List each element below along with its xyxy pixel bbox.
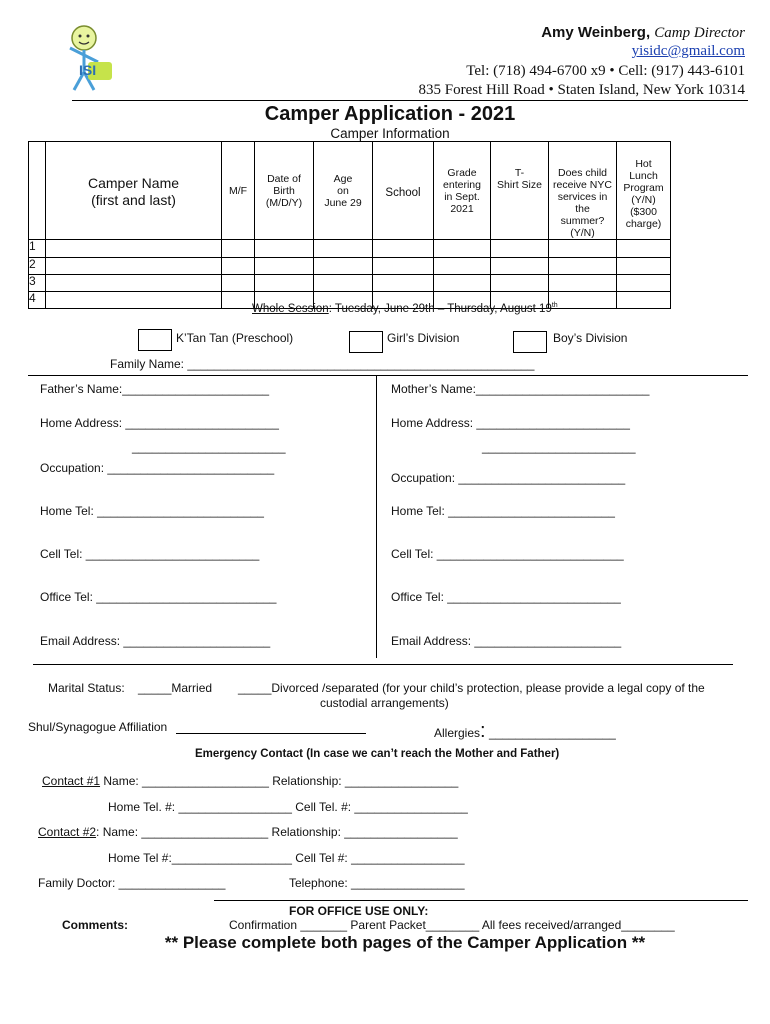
table-cell[interactable]	[46, 240, 222, 258]
contact1-tel-fields[interactable]: Home Tel. #: _________________ Cell Tel. #: _________________	[108, 800, 468, 814]
table-cell[interactable]	[46, 258, 222, 275]
father-home-address-line2[interactable]: _______________________	[132, 440, 286, 454]
contact1-fields[interactable]: Name: ___________________ Relationship: _________________	[100, 774, 459, 788]
table-cell[interactable]	[617, 240, 671, 258]
header-dob: Date of Birth (M/D/Y)	[255, 142, 314, 240]
mother-email-field[interactable]: Email Address: ______________________	[391, 634, 622, 648]
father-home-address-field[interactable]: Home Address: _______________________	[40, 416, 279, 430]
divorced-option[interactable]: _____Divorced /separated (for your child’s protection, please provide a legal copy of the	[238, 681, 705, 695]
session-dates: : Tuesday, June 29th – Thursday, August 19	[328, 302, 552, 315]
boys-division-checkbox[interactable]	[513, 331, 547, 353]
allergies-field[interactable]: ___________________	[488, 726, 616, 740]
married-option[interactable]: _____Married	[138, 681, 213, 695]
row-number: 2	[29, 258, 46, 275]
table-cell[interactable]	[549, 240, 617, 258]
father-occupation-field[interactable]: Occupation: _________________________	[40, 461, 275, 475]
table-cell[interactable]	[46, 275, 222, 292]
family-name-field[interactable]: Family Name: ____________________________________________________	[110, 357, 535, 371]
father-name-field[interactable]: Father’s Name:______________________	[40, 382, 270, 396]
divorced-note: custodial arrangements)	[320, 696, 449, 710]
footer-note: ** Please complete both pages of the Camper Application **	[164, 933, 646, 952]
header-hot-lunch: Hot Lunch Program (Y/N) ($300 charge)	[617, 142, 671, 240]
header-nyc-services: Does child receive NYC services in the summer? (Y/N)	[549, 142, 617, 240]
row-number: 1	[29, 240, 46, 258]
logo-text: ISI	[79, 62, 97, 78]
column-divider	[376, 375, 377, 658]
ktantan-label: K’Tan Tan (Preschool)	[176, 331, 294, 345]
header-age: Age on June 29	[314, 142, 373, 240]
table-cell[interactable]	[255, 240, 314, 258]
table-cell[interactable]	[255, 275, 314, 292]
contact2-tel-fields[interactable]: Home Tel #:__________________ Cell Tel #: _________________	[108, 851, 465, 865]
row-number: 3	[29, 275, 46, 292]
comments-label: Comments:	[62, 918, 129, 932]
header-email[interactable]: yisidc@gmail.com	[631, 43, 745, 59]
mother-office-tel-field[interactable]: Office Tel: __________________________	[391, 590, 621, 604]
table-cell[interactable]	[434, 240, 491, 258]
contact2-label: Contact #2	[38, 825, 97, 839]
table-cell[interactable]	[373, 240, 434, 258]
contact1-label: Contact #1	[42, 774, 101, 788]
header-grade: Grade entering in Sept. 2021	[434, 142, 491, 240]
table-cell[interactable]	[549, 292, 617, 309]
section-title: Camper Information	[330, 126, 450, 141]
ktantan-checkbox[interactable]	[138, 329, 172, 351]
father-cell-tel-field[interactable]: Cell Tel: __________________________	[40, 547, 260, 561]
table-cell[interactable]	[222, 292, 255, 309]
office-title: FOR OFFICE USE ONLY:	[289, 904, 429, 918]
camper-table	[28, 141, 671, 309]
header-rule	[72, 100, 748, 101]
shul-label: Shul/Synagogue Affiliation	[28, 720, 168, 734]
contact2-fields[interactable]: : Name: ___________________ Relationship: _________________	[96, 825, 458, 839]
family-rule	[28, 375, 748, 376]
mother-name-field[interactable]: Mother’s Name:__________________________	[391, 382, 650, 396]
parents-rule	[33, 664, 733, 665]
table-cell[interactable]	[617, 275, 671, 292]
camp-logo	[62, 22, 116, 96]
header-phones: Tel: (718) 494-6700 x9 • Cell: (917) 443-6101	[466, 63, 745, 79]
table-cell[interactable]	[222, 258, 255, 275]
mother-home-address-line2[interactable]: _______________________	[482, 440, 636, 454]
table-cell[interactable]	[46, 292, 222, 309]
boys-division-label: Boy’s Division	[553, 331, 628, 345]
mother-home-tel-field[interactable]: Home Tel: _________________________	[391, 504, 615, 518]
table-cell[interactable]	[491, 240, 549, 258]
header-tshirt: T- Shirt Size	[491, 142, 549, 240]
table-cell[interactable]	[314, 240, 373, 258]
header-mf: M/F	[222, 142, 255, 240]
contact1-line	[42, 774, 458, 788]
table-cell[interactable]	[314, 275, 373, 292]
table-cell[interactable]	[617, 292, 671, 309]
mother-occupation-field[interactable]: Occupation: _________________________	[391, 471, 626, 485]
father-email-field[interactable]: Email Address: ______________________	[40, 634, 271, 648]
table-cell[interactable]	[255, 258, 314, 275]
allergies-colon: :	[480, 720, 486, 742]
allergies-text: Allergies	[434, 726, 481, 740]
contact2-line	[38, 825, 458, 839]
table-cell[interactable]	[373, 258, 434, 275]
emergency-title: Emergency Contact (In case we can’t reach the Mother and Father)	[195, 748, 560, 760]
session-sup: th	[551, 302, 558, 309]
marital-status-label: Marital Status:	[48, 681, 125, 695]
table-cell[interactable]	[491, 275, 549, 292]
director-title: Camp Director	[654, 25, 745, 41]
table-cell[interactable]	[491, 258, 549, 275]
mother-cell-tel-field[interactable]: Cell Tel: ____________________________	[391, 547, 624, 561]
father-office-tel-field[interactable]: Office Tel: ___________________________	[40, 590, 277, 604]
table-row	[29, 240, 671, 258]
table-cell[interactable]	[434, 258, 491, 275]
table-row	[29, 258, 671, 275]
table-row	[29, 275, 671, 292]
table-cell[interactable]	[549, 258, 617, 275]
header-camper-name: Camper Name (first and last)	[46, 142, 222, 240]
director-name: Amy Weinberg,	[541, 24, 651, 41]
row-number: 4	[29, 292, 46, 309]
office-rule	[214, 900, 748, 901]
table-cell[interactable]	[549, 275, 617, 292]
table-cell[interactable]	[434, 275, 491, 292]
header-address: 835 Forest Hill Road • Staten Island, New York 10314	[418, 82, 745, 98]
header-school: School	[373, 142, 434, 240]
allergies-label	[434, 720, 616, 743]
mother-home-address-field[interactable]: Home Address: _______________________	[391, 416, 630, 430]
session-label: Whole Session	[252, 302, 329, 315]
table-cell[interactable]	[373, 275, 434, 292]
office-items: Confirmation _______ Parent Packet________ All fees received/arranged________	[229, 918, 675, 932]
table-cell[interactable]	[314, 258, 373, 275]
shul-field[interactable]	[176, 733, 366, 734]
family-doctor-field[interactable]: Family Doctor: ________________	[38, 876, 226, 890]
table-corner	[29, 142, 46, 240]
table-cell[interactable]	[222, 240, 255, 258]
session-line	[252, 302, 558, 315]
table-cell[interactable]	[617, 258, 671, 275]
director-line	[541, 24, 745, 42]
table-cell[interactable]	[222, 275, 255, 292]
doctor-telephone-field[interactable]: Telephone: _________________	[289, 876, 465, 890]
girls-division-checkbox[interactable]	[349, 331, 383, 353]
father-home-tel-field[interactable]: Home Tel: _________________________	[40, 504, 264, 518]
page-title: Camper Application - 2021	[264, 103, 516, 125]
girls-division-label: Girl’s Division	[387, 331, 460, 345]
